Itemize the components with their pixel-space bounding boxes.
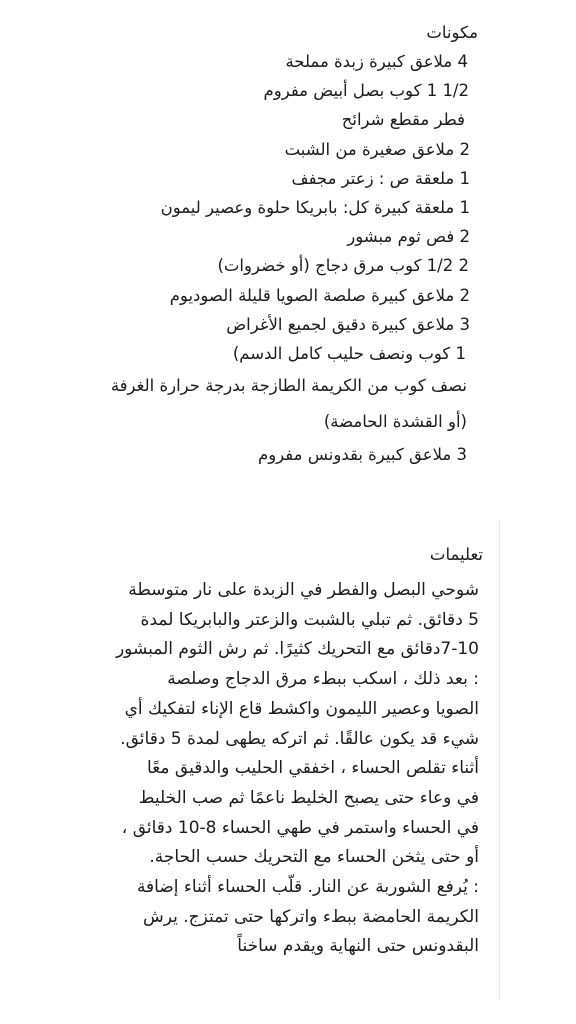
instruction-line: 7-10دقائق مع التحريك كثيرًا. ثم رش الثوم المبشور: [115, 639, 479, 660]
ingredient-item: 2 ملاعق صغيرة من الشبت: [284, 139, 470, 159]
ingredient-item: 4 ملاعق كبيرة زبدة مملحة: [285, 52, 468, 71]
instruction-line: في وعاء حتى يصبح الخليط ناعمًا ثم صب الخليط: [138, 787, 479, 808]
instruction-line: شيء قد يكون عالقًا. ثم اتركه يطهى لمدة 5 دقائق.: [120, 728, 479, 749]
instruction-line: أو حتى يثخن الحساء مع التحريك حسب الحاجة.: [149, 847, 479, 868]
instruction-line: الصويا وعصير الليمون واكشط قاع الإناء لتفكيك أي: [124, 698, 479, 719]
ingredient-item: 2 ملاعق كبيرة صلصة الصويا قليلة الصوديوم: [169, 285, 470, 305]
ingredient-item: 1 ملعقة ص : زعتر مجفف: [291, 168, 470, 188]
instruction-line: البقدونس حتى النهاية ويقدم ساخناً: [237, 936, 479, 957]
instruction-line: الكريمة الحامضة ببطء واتركها حتى تمتزج. يرش: [142, 906, 479, 927]
ingredients-section: [78, 22, 478, 469]
instruction-line: : يُرفع الشوربة عن النار. قلّب الحساء أثناء إضافة: [136, 877, 479, 898]
ingredient-item: 3 ملاعق كبيرة بقدونس مفروم: [258, 445, 467, 465]
instruction-line: شوحي البصل والفطر في الزبدة على نار متوسطة: [128, 580, 479, 600]
ingredient-item: فطر مقطع شرائح: [341, 110, 465, 130]
ingredient-item: 1 ملعقة كبيرة كل: بابريكا حلوة وعصير ليمون: [160, 198, 470, 218]
instruction-line: أثناء تقلص الحساء ، اخفقي الحليب والدقيق معًا: [147, 758, 479, 779]
instruction-line: في الحساء واستمر في طهي الحساء 8-10 دقائق ،: [121, 817, 479, 838]
ingredient-item: 2 فص ثوم مبشور: [347, 227, 470, 247]
ingredients-title: مكونات: [426, 23, 478, 42]
instructions-title: تعليمات: [429, 545, 483, 564]
ingredient-item: نصف كوب من الكريمة الطازجة بدرجة حرارة الغرفة (أو القشدة الحامضة): [110, 376, 467, 432]
instruction-line: 5 دقائق. ثم تبلي بالشبت والزعتر والبابريكا لمدة: [140, 609, 479, 630]
instructions-section: [76, 520, 500, 1000]
ingredient-item: 3 ملاعق كبيرة دقيق لجميع الأغراض: [226, 314, 470, 334]
instructions-text: [76, 576, 499, 962]
ingredient-item: 2 1/2 كوب مرق دجاج (أو خضروات): [217, 256, 469, 276]
ingredients-list: [78, 47, 478, 469]
ingredient-item: 1 كوب ونصف حليب كامل الدسم): [232, 344, 466, 364]
instruction-line: : بعد ذلك ، اسكب ببطء مرق الدجاج وصلصة: [167, 669, 479, 690]
ingredient-item: 1/2 1 كوب بصل أبيض مفروم: [263, 81, 469, 101]
